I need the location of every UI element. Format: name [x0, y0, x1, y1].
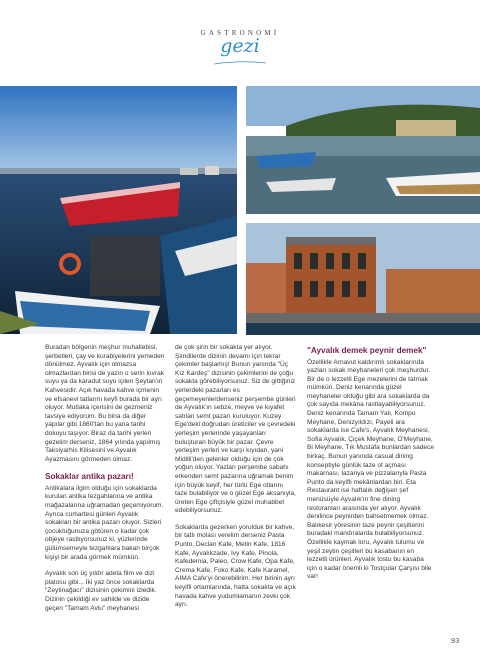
- header-flourish: [212, 60, 268, 66]
- magazine-section-script: gezi: [220, 35, 260, 57]
- text-column-3: [307, 344, 435, 590]
- harbor-photo-image: [0, 86, 237, 334]
- building-photo: [246, 223, 480, 335]
- text-column-1: [45, 344, 165, 621]
- boats-photo-image: [246, 86, 480, 214]
- col1-paragraph-3: Ayvalık son üç yıldır adeta film ve dizi platosu gibi... İki yaz önce sokaklarda "Zeytinağacı" dizisinin çekimini izledik. Dizinin çekildiği ev sahilde ve dizide geçen "Tamam Avlu" meyhanesi: [45, 570, 157, 612]
- col1-heading: Sokaklar antika pazarı!: [45, 472, 134, 482]
- text-column-2: [175, 344, 297, 618]
- building-photo-image: [246, 223, 480, 335]
- col3-heading: "Ayvalık demek peynir demek": [307, 346, 427, 355]
- harbor-photo: [0, 86, 237, 334]
- col2-paragraph-2: Sokaklarda gezerken yorulduk bir kahve, bir tatlı molası verelim derseniz Pasta Punto, Declan Kafe, Metin Kafe, 1816 Kafe, Ayvalıkzade, Ivy Kafe, Pinola, Kafedemia, Paleo, Crow Kafe, Opa Kafe, Crema Kafe, Foko Kafe, Kafe Karamel, AIMA Cafe'yi önerebilirim. Her birinin ayrı keyifli ortamlarında, hatta sokakta ve açık havada kahve yudumlamanın zevki çok ayrı.: [175, 523, 296, 609]
- col1-paragraph-1: Buradan bölgenin meşhur muhallebisi, şerbetleri, çay ve kurabiyelerini yemeden dönülmez. Ayvalık için olmazsa olmazlardan birisi de yazın o serin kıvrak suyu ya da karadut suyu içilen Şeytan'ın Kahvesidir. Açık havada kahve içmenin ve efsanevi tatlarını keyfi burada bir ayrı oluyor. Mutlaka içerisini de gezmeniz tavsiye ediyorum. Bu bina da diğer yapılar gibi 1860'tan bu yana tarihi dokuyu taşıyor. Biraz da tarihi yerleri gezelim derseniz, 1864 yılında yapılmış Taksiyarhis Kilisesini ve Ayvalık Ayazmasını görmeden olmaz.: [45, 344, 165, 463]
- page-number: 93: [451, 636, 460, 645]
- col1-paragraph-2: Antikalara ilgim olduğu için sokaklarda kurulan antika tezgahlarına ve antika mağazalarına uğramadan geçemiyorum. Ayrıca cumartesi günleri Ayvalık sokakları bir antika pazarı oluyor. Sizleri çocukluğunuza götüren o kadar çok objeye rastlıyorsunuz ki, yüzlerinde gülümsemeyle tezgahlara bakan birçok kişiyi bir arada görmek mümkün.: [45, 484, 164, 561]
- boats-photo: [246, 86, 480, 214]
- col3-paragraph-1: Özellikle Arnavut kaldırımlı sokaklarında yazları sokak meyhaneleri çok meşhurdur. Bir de o lezzetli Ege mezelerini de tatmak mümkün. Deniz kenarında güzel meyhaneler olduğu gibi ara sokaklarda da çok sayıda mekâna rastlayabiliyorsunuz. Deniz kenarında Tamam Yalı, Kompu Meyhane, Denizyıldızı, Payeli ara sokaklarda ise Cafe's, Ayvalık Meyhanesi, Sofia Ayvalık, Çiçek Meyhane, O'Meyhane, Bi Meyhane, Tık Mustafa bunlardan sadece birkaç. Bunun yanında casual dining konseptiyle günlük taze ot açması makarnası, lazanya ve pizzalarıyla Pasta Punto da keyifli mekânlardan biri. Eta Restaurant ise haftalık değişen şef menüsüyle Ayvalık'ın fine dining restoranları arasında yer alıyor. Ayvalık denilince peynirden bahsetmemek olmaz. Balıkesir yöresinin taze peynir çeşitlerini buradaki mandıralarda bulabiliyorsunuz. Özellikle kaymak loru, Ayvalık tulumu ve yeşil zeytin çeşitleri bu kasabanın en lezzetli ürünleri. Ayvalık tostu bu kasaba için o kadar önemli ki Tostçular Çarşısı bile var!: [307, 358, 435, 581]
- magazine-section-title: GASTRONOMİ: [200, 29, 280, 37]
- col2-paragraph-1: de çok şirin bir sokakta yer alıyor. Şimdilerde dizinin devamı için tekrar çekimler başlamış! Bunun yanında "Üç Kız Kardeş" dizisinin çekimlerini de çoğu sokakta görebiliyorsunuz. Siz de gittiğiniz yerlerdeki pazarları es geçemeyenlerdenseniz perşembe günleri de Ayvalık'ın sebze, meyve ve kıyafet satılan semt pazarı kuruluyor. Kuzey Ege'deki doğrudan üreticiler ve çevredeki yerleşim yerlerinde yaşayanları buluşturan büyük bir pazar. Çevre yerleşim yerleri ve karşı kıyıdan, yani Midilli'den gelenler olduğu için de çok yoğun oluyor. Yazları perşembe sabahı erkenden semt pazarına uğramak benim için büyük keyif, her türlü Ege otlarını taze bulabiliyor ve o güzel Ege aksanıyla, üreten Ege çiftçisiyle güzel muhabbet edebiliyorsunuz.: [175, 344, 296, 515]
